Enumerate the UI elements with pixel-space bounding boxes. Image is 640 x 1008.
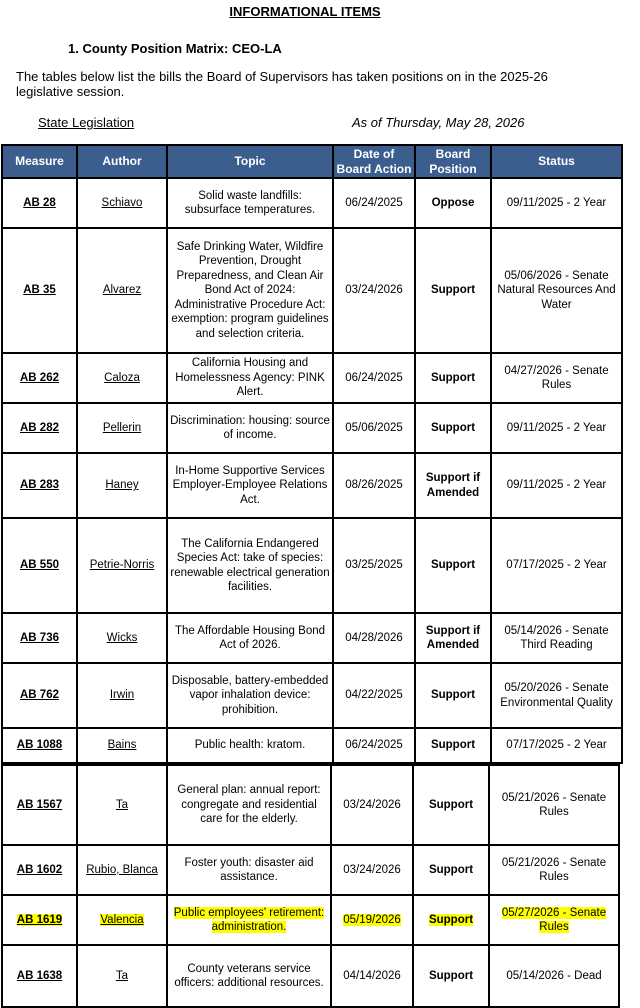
- topic-cell-text: Discrimination: housing: source of income.: [170, 414, 330, 441]
- table-row: [2, 178, 622, 228]
- position-cell-text: Support: [428, 798, 474, 811]
- topic-cell: [167, 945, 331, 1007]
- status-cell-text: 07/17/2025 - 2 Year: [506, 739, 607, 752]
- author-link[interactable]: Petrie-Norris: [89, 559, 155, 572]
- author-link[interactable]: Rubio, Blanca: [86, 863, 158, 876]
- date-cell-text: 06/24/2025: [345, 371, 403, 384]
- table-row: [2, 728, 622, 763]
- author-cell: [77, 353, 167, 403]
- author-link[interactable]: Irwin: [109, 689, 135, 702]
- date-cell-text: 06/24/2025: [345, 196, 403, 209]
- topic-cell-text: Solid waste landfills: subsurface temperatures.: [184, 189, 316, 216]
- date-cell: [331, 765, 413, 845]
- topic-cell-text: County veterans service officers: additional resources.: [174, 962, 324, 989]
- measure-cell: [2, 845, 77, 895]
- position-cell: [415, 663, 491, 728]
- measure-link[interactable]: AB 762: [20, 689, 59, 702]
- as-of-date: As of Thursday, May 28, 2026: [352, 115, 525, 130]
- table-row: [2, 453, 622, 518]
- measure-link[interactable]: AB 283: [20, 479, 59, 492]
- status-cell: [491, 453, 622, 518]
- measure-link[interactable]: AB 282: [20, 421, 59, 434]
- topic-cell: [167, 353, 333, 403]
- table-row: [2, 228, 622, 353]
- topic-cell-text: Disposable, battery-embedded vapor inhalation device: prohibition.: [171, 674, 329, 716]
- topic-cell-text: Public health: kratom.: [194, 739, 306, 752]
- table-row: [2, 403, 622, 453]
- status-cell: [491, 353, 622, 403]
- author-link[interactable]: Wicks: [106, 631, 138, 644]
- topic-cell: [167, 895, 331, 945]
- table-header-row: [2, 145, 622, 178]
- date-cell: [333, 663, 415, 728]
- status-cell: [489, 765, 619, 845]
- status-cell: [491, 728, 622, 763]
- position-cell-text: Support: [430, 559, 476, 572]
- author-link[interactable]: Alvarez: [102, 284, 142, 297]
- measure-cell: [2, 945, 77, 1007]
- author-cell: [77, 228, 167, 353]
- topic-cell-text: Foster youth: disaster aid assistance.: [184, 856, 314, 883]
- position-cell-text: Support if Amended: [425, 472, 481, 499]
- date-cell: [333, 228, 415, 353]
- measure-link[interactable]: AB 550: [20, 559, 59, 572]
- date-cell: [333, 518, 415, 613]
- measure-link[interactable]: AB 736: [20, 631, 59, 644]
- position-cell: [415, 228, 491, 353]
- topic-cell: [167, 453, 333, 518]
- author-link[interactable]: Ta: [115, 798, 129, 811]
- measure-link[interactable]: AB 28: [23, 196, 56, 209]
- status-cell: [491, 518, 622, 613]
- position-cell-text: Support: [428, 863, 474, 876]
- date-cell: [333, 613, 415, 663]
- measure-cell: [2, 613, 77, 663]
- position-cell: [413, 895, 489, 945]
- date-cell: [331, 845, 413, 895]
- position-cell-text: Oppose: [431, 196, 475, 209]
- status-cell: [491, 403, 622, 453]
- date-cell: [333, 353, 415, 403]
- position-cell-text: Support: [430, 371, 476, 384]
- author-cell: [77, 895, 167, 945]
- state-legislation-label: State Legislation: [38, 115, 135, 130]
- date-cell: [333, 728, 415, 763]
- author-link[interactable]: Pellerin: [102, 421, 142, 434]
- status-cell: [491, 178, 622, 228]
- col-date: Date of Board Action: [333, 145, 415, 178]
- table-row: [2, 518, 622, 613]
- date-cell-text: 03/24/2026: [343, 863, 401, 876]
- col-status: Status: [491, 145, 622, 178]
- date-cell: [331, 895, 413, 945]
- table-row: [2, 895, 619, 945]
- date-cell: [333, 178, 415, 228]
- date-cell-text: 05/19/2026: [343, 913, 401, 926]
- date-cell-text: 03/25/2025: [345, 559, 403, 572]
- measure-cell: [2, 728, 77, 763]
- col-topic: Topic: [167, 145, 333, 178]
- position-cell-text: Support: [430, 739, 476, 752]
- measure-link[interactable]: AB 1602: [16, 863, 63, 876]
- measure-cell: [2, 403, 77, 453]
- status-cell-text: 09/11/2025 - 2 Year: [506, 196, 607, 209]
- topic-cell: [167, 613, 333, 663]
- position-cell: [415, 353, 491, 403]
- status-cell-text: 05/21/2026 - Senate Rules: [501, 856, 607, 883]
- author-link[interactable]: Valencia: [100, 913, 144, 926]
- measure-link[interactable]: AB 1567: [16, 798, 63, 811]
- table-row: [2, 945, 619, 1007]
- position-cell-text: Support: [428, 913, 474, 926]
- measure-link[interactable]: AB 262: [20, 371, 59, 384]
- date-cell: [331, 945, 413, 1007]
- measure-cell: [2, 353, 77, 403]
- table-row: [2, 845, 619, 895]
- position-cell: [415, 518, 491, 613]
- topic-cell: [167, 228, 333, 353]
- date-cell-text: 04/14/2026: [343, 969, 401, 982]
- author-cell: [77, 613, 167, 663]
- date-cell-text: 08/26/2025: [345, 479, 403, 492]
- position-cell-text: Support if Amended: [425, 624, 481, 651]
- status-cell-text: 05/06/2026 - Senate Natural Resources And Water: [497, 269, 616, 311]
- status-cell-text: 09/11/2025 - 2 Year: [506, 421, 607, 434]
- status-cell: [489, 895, 619, 945]
- topic-cell-text: Safe Drinking Water, Wildfire Prevention, Drought Preparedness, and Clean Air Bond Act of 2024: Administrative Procedure Act: exemption: program guidelines and selection criteria.: [171, 240, 329, 340]
- position-cell-text: Support: [428, 969, 474, 982]
- position-cell: [415, 728, 491, 763]
- topic-cell: [167, 765, 331, 845]
- topic-cell-text: California Housing and Homelessness Agency: PINK Alert.: [175, 357, 325, 399]
- status-cell: [489, 945, 619, 1007]
- measure-cell: [2, 663, 77, 728]
- author-cell: [77, 178, 167, 228]
- author-cell: [77, 403, 167, 453]
- status-cell-text: 05/20/2026 - Senate Environmental Quality: [500, 682, 613, 709]
- measure-cell: [2, 228, 77, 353]
- author-cell: [77, 518, 167, 613]
- author-link[interactable]: Ta: [115, 969, 129, 982]
- author-link[interactable]: Caloza: [104, 371, 140, 384]
- topic-cell-text: General plan: annual report: congregate and residential care for the elderly.: [177, 784, 321, 826]
- measure-link[interactable]: AB 1619: [16, 913, 63, 926]
- intro-paragraph: The tables below list the bills the Board of Supervisors has taken positions on in the 2025-26 legislative session.: [16, 69, 548, 99]
- topic-cell-text: In-Home Supportive Services Employer-Employee Relations Act.: [172, 464, 328, 506]
- measure-link[interactable]: AB 1638: [16, 969, 63, 982]
- topic-cell: [167, 518, 333, 613]
- date-cell: [333, 453, 415, 518]
- topic-cell: [167, 728, 333, 763]
- topic-cell-text: Public employees' retirement: administration.: [173, 906, 325, 933]
- table-row: [2, 765, 619, 845]
- position-cell: [413, 845, 489, 895]
- author-cell: [77, 663, 167, 728]
- date-cell: [333, 403, 415, 453]
- author-cell: [77, 765, 167, 845]
- status-cell: [491, 663, 622, 728]
- col-measure: Measure: [2, 145, 77, 178]
- position-cell-text: Support: [430, 689, 476, 702]
- position-cell-text: Support: [430, 284, 476, 297]
- topic-cell: [167, 403, 333, 453]
- page-title: INFORMATIONAL ITEMS: [229, 4, 381, 19]
- status-cell-text: 05/27/2026 - Senate Rules: [501, 906, 607, 933]
- table-row: [2, 663, 622, 728]
- status-cell: [491, 613, 622, 663]
- date-cell-text: 04/22/2025: [345, 689, 403, 702]
- section-heading: 1. County Position Matrix: CEO-LA: [68, 41, 282, 56]
- author-link[interactable]: Bains: [107, 739, 137, 752]
- table-row: [2, 613, 622, 663]
- measure-cell: [2, 895, 77, 945]
- topic-cell: [167, 178, 333, 228]
- col-author: Author: [77, 145, 167, 178]
- topic-cell: [167, 845, 331, 895]
- position-cell: [413, 945, 489, 1007]
- status-cell-text: 04/27/2026 - Senate Rules: [504, 364, 609, 391]
- author-link[interactable]: Schiavo: [101, 196, 143, 209]
- bill-table-part1: [1, 144, 623, 764]
- bill-table-part2: [1, 764, 620, 1008]
- position-cell: [415, 613, 491, 663]
- date-cell-text: 03/24/2026: [343, 798, 401, 811]
- position-cell: [415, 403, 491, 453]
- date-cell-text: 06/24/2025: [345, 739, 403, 752]
- status-cell-text: 09/11/2025 - 2 Year: [506, 479, 607, 492]
- topic-cell: [167, 663, 333, 728]
- position-cell: [415, 178, 491, 228]
- measure-cell: [2, 765, 77, 845]
- status-cell-text: 05/21/2026 - Senate Rules: [501, 791, 607, 818]
- topic-cell-text: The California Endangered Species Act: take of species: renewable electrical generation facilities.: [170, 537, 330, 593]
- date-cell-text: 04/28/2026: [345, 631, 403, 644]
- author-cell: [77, 845, 167, 895]
- author-cell: [77, 453, 167, 518]
- table-row: [2, 353, 622, 403]
- author-link[interactable]: Haney: [105, 479, 139, 492]
- measure-cell: [2, 178, 77, 228]
- measure-cell: [2, 518, 77, 613]
- status-cell-text: 05/14/2026 - Senate Third Reading: [504, 624, 609, 651]
- date-cell-text: 03/24/2026: [345, 284, 403, 297]
- author-cell: [77, 945, 167, 1007]
- position-cell-text: Support: [430, 421, 476, 434]
- topic-cell-text: The Affordable Housing Bond Act of 2026.: [174, 624, 326, 651]
- measure-link[interactable]: AB 35: [23, 284, 56, 297]
- author-cell: [77, 728, 167, 763]
- status-cell: [491, 228, 622, 353]
- position-cell: [413, 765, 489, 845]
- position-cell: [415, 453, 491, 518]
- measure-link[interactable]: AB 1088: [16, 739, 63, 752]
- status-cell-text: 05/14/2026 - Dead: [506, 969, 602, 982]
- col-position: Board Position: [415, 145, 491, 178]
- date-cell-text: 05/06/2025: [345, 421, 403, 434]
- status-cell: [489, 845, 619, 895]
- measure-cell: [2, 453, 77, 518]
- status-cell-text: 07/17/2025 - 2 Year: [506, 559, 607, 572]
